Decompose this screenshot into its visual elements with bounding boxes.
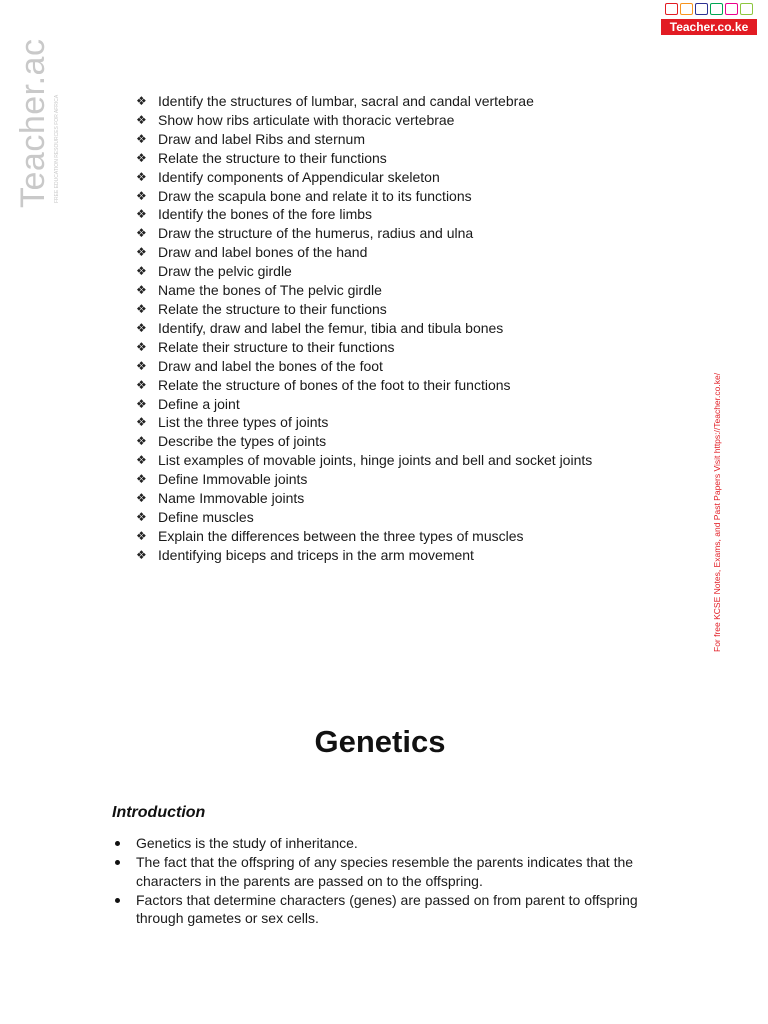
watermark-brand: Teacher.ac bbox=[14, 38, 52, 208]
logo-box-icon bbox=[725, 3, 738, 15]
objective-text: Name the bones of The pelvic girdle bbox=[158, 282, 382, 299]
watermark-tagline: FREE EDUCATION RESOURCES FOR AFRICA bbox=[54, 94, 60, 203]
diamond-bullet-icon: ❖ bbox=[136, 264, 147, 279]
diamond-bullet-icon: ❖ bbox=[136, 415, 147, 430]
objective-text: Describe the types of joints bbox=[158, 433, 327, 450]
objective-item bbox=[136, 281, 696, 300]
objective-text: Relate the structure to their functions bbox=[158, 300, 387, 317]
diamond-bullet-icon: ❖ bbox=[136, 491, 147, 506]
teacher-ac-watermark bbox=[16, 38, 68, 208]
objective-text: Draw the scapula bone and relate it to its functions bbox=[158, 187, 472, 204]
logo-text: Teacher.co.ke bbox=[661, 19, 757, 35]
objective-text: Define muscles bbox=[158, 508, 254, 525]
diamond-bullet-icon: ❖ bbox=[136, 377, 147, 392]
objective-item bbox=[136, 187, 696, 206]
bullet-dot-icon bbox=[115, 898, 120, 903]
teacher-co-ke-logo[interactable] bbox=[661, 3, 757, 36]
diamond-bullet-icon: ❖ bbox=[136, 472, 147, 487]
objective-item bbox=[136, 546, 696, 565]
diamond-bullet-icon: ❖ bbox=[136, 301, 147, 316]
objective-text: Identify, draw and label the femur, tibia and tibula bones bbox=[158, 319, 504, 336]
objective-item bbox=[136, 527, 696, 546]
objective-text: Relate the structure to their functions bbox=[158, 149, 387, 166]
diamond-bullet-icon: ❖ bbox=[136, 547, 147, 562]
objective-item bbox=[136, 319, 696, 338]
objective-text: Relate the structure of bones of the foot to their functions bbox=[158, 376, 511, 393]
objective-item bbox=[136, 451, 696, 470]
diamond-bullet-icon: ❖ bbox=[136, 358, 147, 373]
diamond-bullet-icon: ❖ bbox=[136, 528, 147, 543]
objective-item bbox=[136, 149, 696, 168]
objective-text: Draw and label the bones of the foot bbox=[158, 357, 383, 374]
objective-text: Draw and label Ribs and sternum bbox=[158, 130, 365, 147]
diamond-bullet-icon: ❖ bbox=[136, 453, 147, 468]
diamond-bullet-icon: ❖ bbox=[136, 339, 147, 354]
objective-item bbox=[136, 508, 696, 527]
diamond-bullet-icon: ❖ bbox=[136, 320, 147, 335]
diamond-bullet-icon: ❖ bbox=[136, 169, 147, 184]
objective-item bbox=[136, 130, 696, 149]
objective-item bbox=[136, 205, 696, 224]
diamond-bullet-icon: ❖ bbox=[136, 188, 147, 203]
logo-box-icon bbox=[680, 3, 693, 15]
diamond-bullet-icon: ❖ bbox=[136, 434, 147, 449]
logo-box-icon bbox=[710, 3, 723, 15]
objective-item bbox=[136, 111, 696, 130]
point-text: Factors that determine characters (genes) are passed on from parent to offspring through gametes or sex cells. bbox=[136, 891, 638, 926]
diamond-bullet-icon: ❖ bbox=[136, 131, 147, 146]
bullet-dot-icon bbox=[115, 841, 120, 846]
logo-box-icon bbox=[695, 3, 708, 15]
objective-item bbox=[136, 395, 696, 414]
objective-item bbox=[136, 168, 696, 187]
logo-color-boxes bbox=[661, 3, 757, 17]
objective-text: Identify components of Appendicular skeleton bbox=[158, 168, 440, 185]
diamond-bullet-icon: ❖ bbox=[136, 283, 147, 298]
objective-item bbox=[136, 357, 696, 376]
objective-text: Relate their structure to their functions bbox=[158, 338, 395, 355]
point-text: The fact that the offspring of any species resemble the parents indicates that the characters in the parents are passed on to the offspring. bbox=[136, 854, 634, 889]
side-promo-text: For free KCSE Notes, Exams, and Past Papers Visit https://Teacher.co.ke/ bbox=[712, 372, 722, 652]
section-title: Genetics bbox=[314, 724, 446, 759]
objective-text: Define a joint bbox=[158, 395, 240, 412]
objective-item bbox=[136, 92, 696, 111]
objective-text: Identify the structures of lumbar, sacral and candal vertebrae bbox=[158, 93, 534, 109]
diamond-bullet-icon: ❖ bbox=[136, 150, 147, 165]
diamond-bullet-icon: ❖ bbox=[136, 112, 147, 127]
introduction-points bbox=[112, 834, 672, 928]
objective-item bbox=[136, 489, 696, 508]
section-subtitle: Introduction bbox=[112, 804, 206, 821]
objective-text: Draw the pelvic girdle bbox=[158, 263, 292, 280]
objective-item bbox=[136, 413, 696, 432]
logo-box-icon bbox=[665, 3, 678, 15]
objective-item bbox=[136, 224, 696, 243]
objective-item bbox=[136, 262, 696, 281]
objective-text: List the three types of joints bbox=[158, 414, 329, 431]
diamond-bullet-icon: ❖ bbox=[136, 509, 147, 524]
objective-item bbox=[136, 470, 696, 489]
diamond-bullet-icon: ❖ bbox=[136, 396, 147, 411]
objective-text: Define Immovable joints bbox=[158, 471, 308, 488]
introduction-point bbox=[112, 853, 672, 890]
objective-text: Show how ribs articulate with thoracic vertebrae bbox=[158, 111, 455, 128]
diamond-bullet-icon: ❖ bbox=[136, 226, 147, 241]
point-text: Genetics is the study of inheritance. bbox=[136, 835, 358, 851]
objective-text: Draw and label bones of the hand bbox=[158, 244, 368, 261]
bullet-dot-icon bbox=[115, 860, 120, 865]
objective-text: List examples of movable joints, hinge joints and bell and socket joints bbox=[158, 452, 593, 469]
diamond-bullet-icon: ❖ bbox=[136, 94, 147, 108]
introduction-point bbox=[112, 834, 672, 853]
objective-text: Draw the structure of the humerus, radius and ulna bbox=[158, 225, 474, 242]
objectives-list bbox=[136, 92, 696, 565]
objective-item bbox=[136, 376, 696, 395]
objective-text: Name Immovable joints bbox=[158, 490, 305, 507]
diamond-bullet-icon: ❖ bbox=[136, 245, 147, 260]
objective-text: Identify the bones of the fore limbs bbox=[158, 206, 373, 223]
objective-item bbox=[136, 338, 696, 357]
objective-item bbox=[136, 300, 696, 319]
objective-text: Identifying biceps and triceps in the arm movement bbox=[158, 546, 474, 563]
objective-item bbox=[136, 243, 696, 262]
diamond-bullet-icon: ❖ bbox=[136, 207, 147, 222]
logo-box-icon bbox=[740, 3, 753, 15]
objective-text: Explain the differences between the three types of muscles bbox=[158, 527, 524, 544]
introduction-point bbox=[112, 891, 672, 928]
objective-item bbox=[136, 432, 696, 451]
